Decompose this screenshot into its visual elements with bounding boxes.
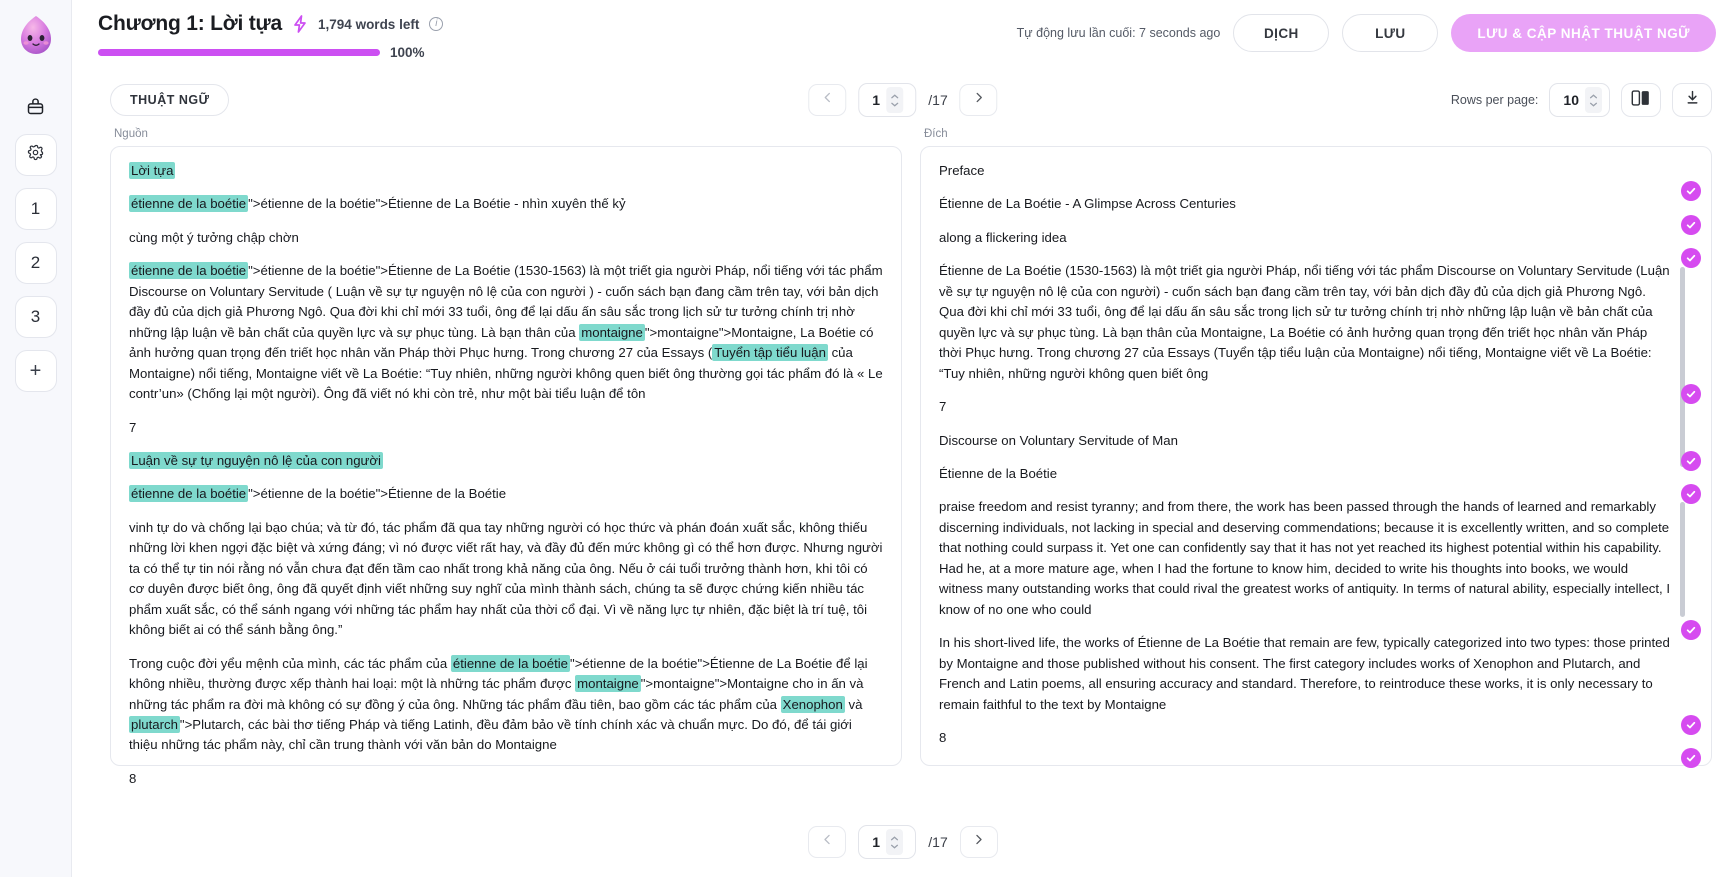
chevron-left-icon (820, 832, 835, 852)
editor-columns (72, 128, 1734, 807)
segment-confirmed-badge[interactable] (1681, 248, 1701, 268)
autosave-status: Tự động lưu lần cuối: 7 seconds ago (1016, 26, 1221, 40)
segment-text: Discourse on Voluntary Servitude of Man (939, 432, 1178, 448)
segment-text: Trong cuộc đời yểu mệnh của mình, các tác phẩm của (129, 655, 451, 671)
page-title: Chương 1: Lời tựa (98, 12, 283, 35)
segment-text: và (844, 696, 863, 712)
source-column (110, 128, 902, 807)
segment-text: 7 (939, 399, 947, 415)
chevron-left-icon (820, 90, 835, 110)
toolbar-right (1451, 83, 1712, 117)
glossary-term-highlight[interactable]: Luận về sự tự nguyện nô lệ của con người (131, 452, 381, 468)
add-chapter-button[interactable] (15, 350, 57, 392)
chapter-button-3[interactable] (15, 296, 57, 338)
segment-text: vinh tự do và chống lại bạo chúa; và từ đó, tác phẩm đã qua tay những người có học thức và phán đoán xuất sắc, không thiếu những lời khen ngợi đặc biệt và xứng đáng; vì nó được viết rất hay, và đầy đủ đến mức không gì có thể hơn được. Nhưng người ta có thể tự tin nói rằng nó vẫn chưa đạt đến tầm cao nhất trong khả năng của ông. Nếu ở cái tuổi trưởng thành hơn, khi tôi có cơ duyên được biết ông, ông đã quyết định viết những suy nghĩ của mình thành sách, chúng ta sẽ được chứng kiến nhiều tác phẩm xuất sắc, có thể sánh ngang với những tác phẩm hay nhất của thời cổ đại. Vì về năng lực tự nhiên, đặc biệt là trí tuệ, tôi không biết ai có thể sánh bằng ông.” (129, 519, 883, 638)
target-segment[interactable] (939, 397, 1671, 417)
segment-text: 7 (129, 419, 137, 435)
segment-text: của Montaigne) nổi tiếng, Montaigne viết về La Boétie: “Tuy nhiên, những người không quen biết ông thường gọi tác phẩm đó là « Le contr’un» (Chống lại một người). Ông đã viết nó khi còn trẻ, như một bài tiểu luận để tôn (129, 345, 883, 402)
source-segment[interactable] (129, 418, 883, 438)
page-number-input[interactable] (858, 83, 916, 117)
segment-confirmed-badge[interactable] (1681, 484, 1701, 504)
segment-text: Preface (939, 163, 985, 178)
target-segment[interactable] (939, 261, 1671, 384)
prev-page-button-bottom[interactable] (808, 826, 846, 858)
target-segment[interactable] (939, 161, 1671, 181)
page-number-value: 1 (872, 92, 881, 108)
segment-confirmed-badge[interactable] (1681, 715, 1701, 735)
title-row (98, 12, 443, 36)
page-total-label: /17 (928, 92, 948, 108)
target-segment[interactable] (939, 728, 1671, 748)
glossary-term-highlight[interactable]: montaigne (581, 324, 643, 340)
source-segment[interactable] (129, 518, 883, 641)
prev-page-button[interactable] (808, 84, 846, 116)
progress-label: 100% (390, 45, 425, 60)
page-stepper[interactable] (886, 87, 903, 113)
download-button[interactable] (1672, 83, 1712, 117)
segment-confirmed-badge[interactable] (1681, 181, 1701, 201)
glossary-term-highlight[interactable]: montaigne (577, 676, 639, 692)
lightning-bolt-icon (292, 15, 308, 33)
target-panel[interactable] (920, 146, 1712, 766)
glossary-term-highlight[interactable]: Tuyển tập tiểu luận (714, 345, 826, 361)
segment-text: ">montaigne">Montaigne cho in ấn và những tác phẩm ra đời mà không có sự đồng ý của ông. Những tác phẩm đầu tiên, bao gồm các tác phẩm của (129, 676, 864, 712)
rows-per-page-input[interactable] (1549, 83, 1610, 117)
source-column-label: Nguồn (114, 128, 148, 140)
segment-text: ">étienne de la boétie">Étienne de la Boétie (248, 486, 507, 502)
source-segment[interactable] (129, 654, 883, 756)
glossary-term-highlight[interactable]: étienne de la boétie (131, 196, 247, 212)
segment-text: praise freedom and resist tyranny; and from there, the work has been passed through the hands of learned and remarkably discerning individuals, not lacking in special and deserving commendations; because it is excellently written, and so complete that nothing could surpass it. Yet one can confidently say that it has not yet reached its highest potential within his capability. Had he, at a more mature age, when I had the fortune to know him, decided to write his thoughts into books, we would witness many outstanding works that could rival the greatest works of antiquity. In terms of natural ability, especially intellect, I know of no one who could (939, 499, 1671, 617)
segment-confirmed-badge[interactable] (1681, 451, 1701, 471)
main-area (72, 0, 1734, 877)
info-icon[interactable]: i (429, 17, 443, 31)
rows-per-page-label: Rows per page: (1450, 93, 1539, 107)
top-pagination (808, 83, 997, 117)
target-segment[interactable] (939, 194, 1671, 214)
source-segment[interactable] (129, 228, 883, 248)
save-and-update-glossary-button[interactable]: LƯU & CẬP NHẬT THUẬT NGỮ (1451, 14, 1716, 52)
glossary-term-highlight[interactable]: Xenophon (782, 696, 843, 712)
settings-button[interactable] (15, 134, 57, 176)
progress-row (98, 45, 443, 60)
segment-text: In his short-lived life, the works of Étienne de La Boétie that remain are few, typically categorized into two types: those printed by Montaigne and those published without his consent. The first category includes works of Xenophon and Plutarch, and French and Latin poems, all ensuring accuracy and standard. Therefore, to reintroduce these works, it is only necessary to remain faithful to the text by Montaigne (939, 635, 1670, 712)
translate-button[interactable]: DỊCH (1233, 14, 1329, 52)
source-segment[interactable] (129, 769, 883, 789)
page-stepper-bottom[interactable] (886, 829, 903, 855)
download-icon (1684, 89, 1701, 111)
chapter-button-2[interactable] (15, 242, 57, 284)
book-icon[interactable] (16, 86, 56, 126)
next-page-button-bottom[interactable] (960, 826, 998, 858)
left-sidebar (0, 0, 72, 877)
chapter-label: 1 (30, 199, 41, 218)
glossary-term-highlight[interactable]: étienne de la boétie (131, 486, 247, 502)
header-actions (1017, 14, 1716, 52)
segment-text: Étienne de La Boétie (1530-1563) là một triết gia người Pháp, nổi tiếng với tác phẩm Discourse on Voluntary Servitude (Luận về sự tự nguyện nô lệ của con người) - cuốn sách bạn đang cầm trên tay, với bản dịch đầy đủ của dịch giả Phương Ngô. Qua đời khi chỉ mới 33 tuổi, ông để lại dấu ấn sâu sắc trong lịch sử tư tưởng chính trị nhờ những lập luận về bản chất của quyền lực và sự phục tùng. Là bạn thân của Montaigne, La Boétie có ảnh hưởng quan trọng đến triết học nhân văn Pháp thời Phục hưng. Trong chương 27 của Essays (Tuyển tập tiểu luận của Montaigne) nổi tiếng, Montaigne viết về La Boétie: “Tuy nhiên, những người không quen biết ông (939, 263, 1670, 381)
target-scrollbar-thumb[interactable] (1680, 502, 1685, 617)
segment-text: along a flickering idea (939, 229, 1067, 245)
segment-text: ">Plutarch, các bài thơ tiếng Pháp và tiếng Latinh, đều đảm bảo về tính chính xác và chuẩn mực. Do đó, để tái giới thiệu những tác phẩm này, chỉ cần trung thành với văn bản do Montaigne (129, 716, 852, 753)
chapter-label: 2 (30, 253, 41, 272)
glossary-term-highlight[interactable]: étienne de la boétie (452, 655, 569, 671)
source-segment[interactable] (129, 261, 883, 404)
segment-text: ">montaigne">Montaigne, La Boétie có ảnh hưởng quan trọng đến triết học nhân văn Pháp thời Phục hưng. Trong chương 27 của Essays ( (129, 324, 874, 361)
progress-fill (98, 49, 380, 56)
segment-text: 8 (129, 770, 137, 786)
glossary-chip[interactable]: THUẬT NGỮ (110, 84, 229, 116)
segment-text: Étienne de la Boétie (939, 465, 1058, 481)
glossary-term-highlight[interactable]: étienne de la boétie (131, 263, 247, 279)
progress-bar (98, 49, 380, 56)
plus-icon: + (29, 359, 42, 382)
header (72, 0, 1734, 72)
split-view-button[interactable] (1621, 83, 1661, 117)
rows-per-page-value: 10 (1563, 92, 1579, 108)
segment-confirmed-badge[interactable] (1681, 620, 1701, 640)
chapter-label: 3 (30, 307, 41, 326)
segment-confirmed-badge[interactable] (1681, 384, 1701, 404)
mascot-logo (13, 12, 59, 58)
split-view-icon (1631, 90, 1651, 111)
source-segment[interactable] (129, 451, 883, 471)
source-segment[interactable] (129, 194, 883, 214)
segment-text: cùng một ý tưởng chập chờn (129, 229, 299, 245)
segment-text: ">étienne de la boétie">Étienne de La Boétie (1530-1563) là một triết gia người Pháp, nổi tiếng với tác phẩm Discourse on Voluntary Servitude ( Luận về sự tự nguyện nô lệ của con người ) - cuốn sách bạn đang cầm trên tay, với bản dịch đầy đủ của dịch giả Phương Ngô. Qua đời khi chỉ mới 33 tuổi, ông để lại dấu ấn sâu sắc trong lịch sử tư tưởng chính trị nhờ những lập luận về bản chất của quyền lực và sự phục tùng. Là bạn thân của (129, 263, 883, 340)
segment-confirmed-badge[interactable] (1681, 215, 1701, 235)
segment-text: 8 (939, 729, 947, 745)
gear-icon (27, 144, 44, 166)
source-panel[interactable] (110, 146, 902, 786)
target-scrollbar-thumb[interactable] (1680, 267, 1685, 467)
next-page-button[interactable] (960, 84, 998, 116)
title-block (98, 12, 443, 60)
save-button[interactable]: LƯU (1342, 14, 1438, 52)
segment-confirmed-badge[interactable] (1681, 748, 1701, 768)
target-segment[interactable] (939, 228, 1671, 248)
bottom-pagination-controls (808, 825, 997, 859)
chapter-button-1[interactable] (15, 188, 57, 230)
words-left-label: 1,794 words left (318, 16, 420, 32)
target-segment[interactable] (939, 497, 1671, 620)
chevron-right-icon (971, 90, 986, 110)
page-number-value: 1 (872, 834, 881, 850)
bottom-pagination (72, 807, 1734, 877)
target-column (920, 128, 1712, 807)
target-segment[interactable] (939, 633, 1671, 715)
source-segment[interactable] (129, 484, 883, 504)
page-number-input-bottom[interactable] (858, 825, 916, 859)
target-segment[interactable] (939, 431, 1671, 451)
chevron-right-icon (971, 832, 986, 852)
segment-text: ">étienne de la boétie">Étienne de La Boétie để lại không nhiều, thường được xếp thành hai loại: một là những tác phẩm được (129, 655, 868, 692)
target-column-label: Đích (924, 128, 948, 140)
target-segment[interactable] (939, 464, 1671, 484)
page-total-label: /17 (928, 834, 948, 850)
segment-text: Étienne de La Boétie - A Glimpse Across Centuries (939, 196, 1236, 212)
source-segment[interactable] (129, 161, 883, 181)
segment-text: ">étienne de la boétie">Étienne de La Boétie - nhìn xuyên thế kỷ (248, 196, 626, 212)
glossary-term-highlight[interactable]: Lời tựa (131, 163, 174, 178)
toolbar (72, 72, 1734, 128)
rows-per-page-stepper[interactable] (1585, 87, 1602, 113)
glossary-term-highlight[interactable]: plutarch (131, 716, 178, 732)
